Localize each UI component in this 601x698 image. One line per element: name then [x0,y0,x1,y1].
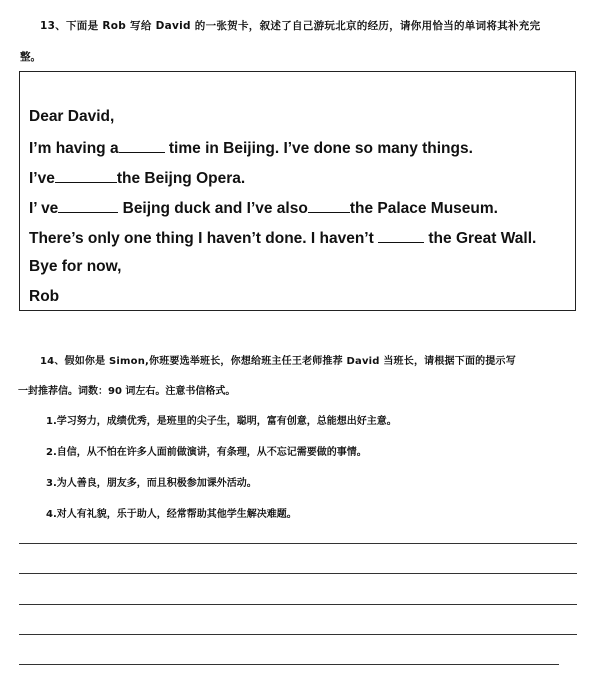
letter-line-2-end: the Beijng Opera. [116,170,246,187]
letter-line-1-start: I’m having a [29,140,119,157]
letter-line-1 [29,138,473,158]
letter-line-2 [29,168,245,188]
blank-2[interactable] [55,168,117,183]
letter-line-3-start: I’ ve [29,200,59,217]
writing-line-2[interactable] [19,573,577,574]
writing-line-5[interactable] [19,664,559,665]
letter-line-1-end: time in Beijing. I’ve done so many things. [164,140,473,157]
question-13-instruction: 13、下面是 Rob 写给 David 的一张贺卡，叙述了自己游玩北京的经历，请你用恰当的单词将其补充完 [40,20,541,32]
question-14-instruction-continued: 一封推荐信。词数：90 词左右。注意书信格式。 [18,386,236,397]
hint-3: 3.为人善良，朋友多，而且积极参加课外活动。 [46,478,257,489]
letter-greeting: Dear David, [29,108,115,125]
letter-line-3-end: the Palace Museum. [349,200,498,217]
letter-line-4-start: There’s only one thing I haven’t done. I haven’t [29,230,379,247]
letter-line-2-start: I’ve [29,170,55,187]
letter-box [19,71,576,311]
writing-line-1[interactable] [19,543,577,544]
blank-1[interactable] [119,138,165,153]
letter-line-3-middle: Beijng duck and I’ve also [118,200,308,217]
writing-line-3[interactable] [19,604,577,605]
letter-closing: Bye for now, [29,258,122,275]
letter-line-4 [29,228,536,248]
hint-1: 1.学习努力，成绩优秀，是班里的尖子生，聪明，富有创意，总能想出好主意。 [46,416,397,427]
letter-line-4-end: the Great Wall. [424,230,537,247]
letter-signature: Rob [29,288,60,305]
question-14-instruction: 14、假如你是 Simon,你班要选举班长，你想给班主任王老师推荐 David 当班长，请根据下面的提示写 [40,356,516,367]
hint-2: 2.自信，从不怕在许多人面前做演讲，有条理，从不忘记需要做的事情。 [46,447,367,458]
hint-4: 4.对人有礼貌，乐于助人，经常帮助其他学生解决难题。 [46,509,297,520]
question-13-instruction-continued: 整。 [20,51,41,63]
writing-line-4[interactable] [19,634,577,635]
letter-line-3 [29,198,498,218]
blank-3[interactable] [58,198,118,213]
blank-5[interactable] [378,228,424,243]
blank-4[interactable] [308,198,350,213]
